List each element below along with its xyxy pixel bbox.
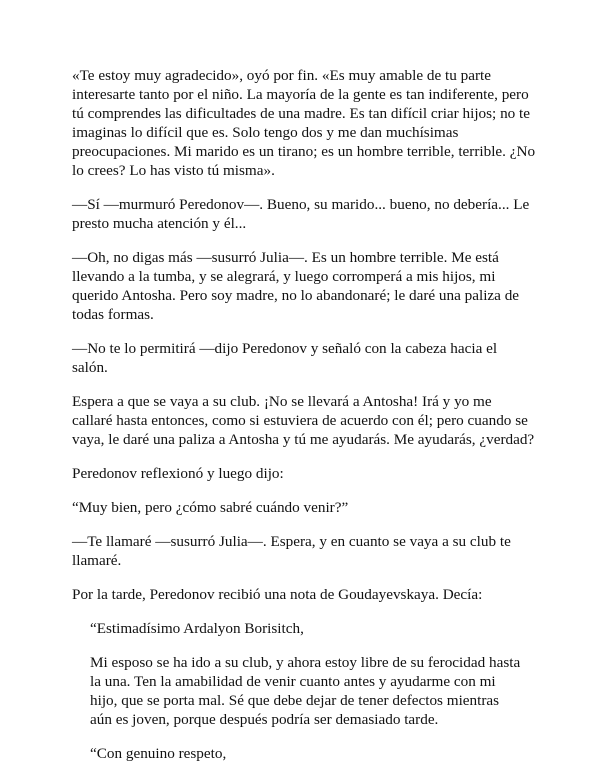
paragraph-5: Espera a que se vaya a su club. ¡No se llevará a Antosha! Irá y yo me callaré hasta entonces, como si estuviera de acuerdo con él; pero cuando se vaya, le daré una paliza a Antosha y tú me ayudarás. Me ayudarás, ¿verdad? (72, 393, 535, 448)
letter-closing: “Con genuino respeto, (90, 745, 227, 762)
paragraph-9: Por la tarde, Peredonov recibió una nota de Goudayevskaya. Decía: (72, 586, 483, 603)
letter-block (90, 619, 540, 763)
letter-salutation: “Estimadísimo Ardalyon Borisitch, (90, 620, 304, 637)
paragraph-6: Peredonov reflexionó y luego dijo: (72, 465, 284, 482)
paragraph-3: —Oh, no digas más —susurró Julia—. Es un hombre terrible. Me está llevando a la tumba, y se alegrará, y luego corromperá a mis hijos, mi querido Antosha. Pero soy madre, no lo abandonaré; le daré una paliza de todas formas. (72, 249, 520, 323)
paragraph-7: “Muy bien, pero ¿cómo sabré cuándo venir?” (72, 499, 349, 516)
letter-body: Mi esposo se ha ido a su club, y ahora estoy libre de su ferocidad hasta la una. Ten la amabilidad de venir cuanto antes y ayudarme con mi hijo, que se porta mal. Sé que debe dejar de tener defectos mientras aún es joven, porque después podría ser demasiado tarde. (90, 654, 521, 728)
paragraph-8: —Te llamaré —susurró Julia—. Espera, y en cuanto se vaya a su club te llamaré. (72, 533, 511, 569)
paragraph-2: —Sí —murmuró Peredonov—. Bueno, su marido... bueno, no debería... Le presto mucha atención y él... (72, 196, 530, 232)
paragraph-1: «Te estoy muy agradecido», oyó por fin. «Es muy amable de tu parte interesarte tanto por el niño. La mayoría de la gente es tan indiferente, pero tú comprendes las dificultades de una madre. Es tan difícil criar hijos; no te imaginas lo difícil que es. Solo tengo dos y me dan muchísimas preocupaciones. Mi marido es un tirano; es un hombre terrible, terrible. ¿No lo crees? Lo has visto tú misma». (72, 67, 536, 179)
paragraph-4: —No te lo permitirá —dijo Peredonov y señaló con la cabeza hacia el salón. (72, 340, 498, 376)
